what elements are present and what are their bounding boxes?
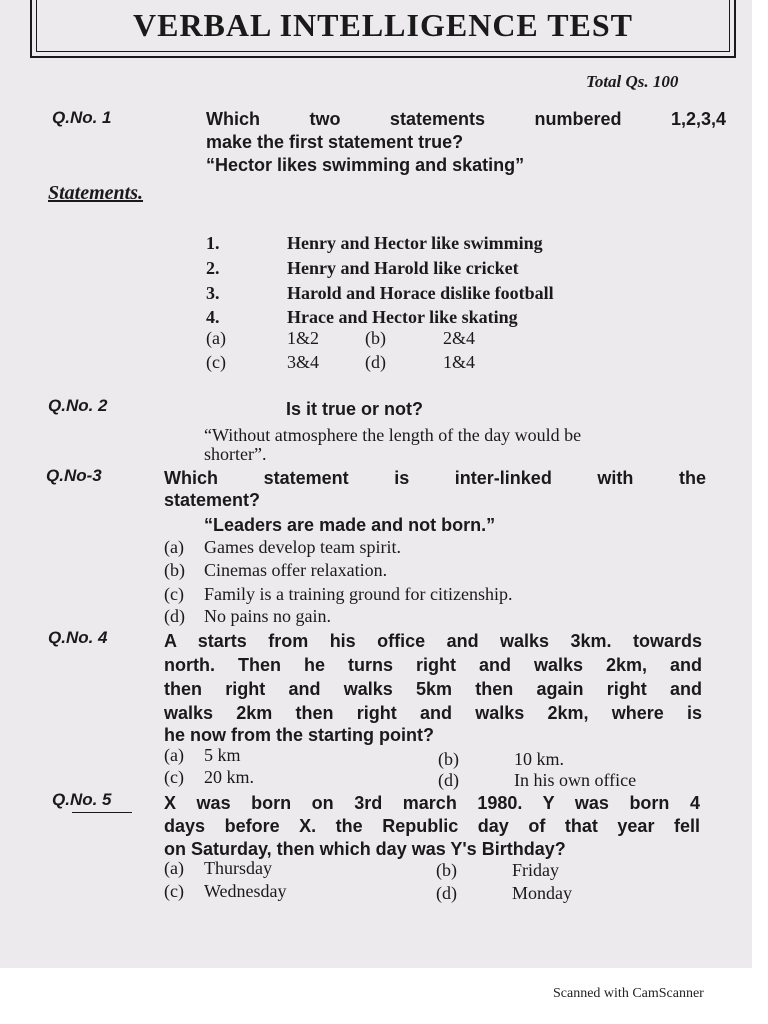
q3-option-text: Games develop team spirit. [204, 537, 401, 557]
q5-option-label: (d) [436, 883, 457, 903]
q1-statement-number: 1. [206, 233, 220, 253]
page-title: VERBAL INTELLIGENCE TEST [132, 7, 634, 43]
q3-option-text: Cinemas offer relaxation. [204, 560, 388, 580]
q5-number: Q.No. 5 [52, 790, 112, 809]
q4-line-3: then right and walks 5km then again right and [164, 679, 702, 699]
q4-option-text: 5 km [204, 745, 241, 765]
q4-option-text: 20 km. [204, 767, 255, 787]
q1-option-label: (a) [206, 328, 226, 348]
q1-option-value: 1&2 [287, 328, 320, 348]
q5-option-label: (c) [164, 881, 184, 901]
q5-line-2: days before X. the Republic day of that year fell [164, 816, 700, 836]
q3-quote: “Leaders are made and not born.” [204, 515, 496, 535]
q4-option-text: In his own office [514, 770, 637, 790]
q3-option-label: (b) [164, 560, 185, 580]
q1-statement-number: 2. [206, 258, 220, 278]
q4-line-1: A starts from his office and walks 3km. towards [164, 631, 702, 651]
q4-option-text: 10 km. [514, 749, 565, 769]
q4-option-label: (d) [438, 770, 459, 790]
q3-line-2: statement? [164, 490, 261, 510]
q3-number: Q.No-3 [46, 466, 102, 485]
q1-statement-number: 3. [206, 283, 220, 303]
scanner-watermark: Scanned with CamScanner [553, 986, 704, 1001]
q4-line-5: he now from the starting point? [164, 725, 434, 745]
total-questions: Total Qs. 100 [586, 72, 679, 91]
q1-option-label: (b) [365, 328, 386, 348]
q5-option-text: Wednesday [204, 881, 287, 901]
q1-option-value: 1&4 [443, 352, 476, 372]
q5-number-underline [72, 812, 132, 813]
q1-option-label: (c) [206, 352, 226, 372]
q1-statement: Henry and Harold like cricket [287, 258, 519, 278]
q3-option-text: Family is a training ground for citizenship. [204, 584, 513, 604]
title-frame [30, 0, 736, 58]
q1-statement: Harold and Horace dislike football [287, 283, 554, 303]
q1-statement: Henry and Hector like swimming [287, 233, 543, 253]
q3-option-label: (a) [164, 537, 184, 557]
q4-option-label: (c) [164, 767, 184, 787]
q4-option-label: (a) [164, 745, 184, 765]
q2-line-2: shorter”. [204, 444, 267, 464]
q1-option-label: (d) [365, 352, 386, 372]
q2-line-1: “Without atmosphere the length of the day would be [204, 425, 582, 445]
q3-option-label: (d) [164, 606, 185, 626]
q5-option-label: (a) [164, 858, 184, 878]
q5-option-label: (b) [436, 860, 457, 880]
q1-number: Q.No. 1 [52, 108, 112, 127]
statements-heading: Statements. [48, 182, 144, 204]
q4-number: Q.No. 4 [48, 628, 108, 647]
q4-line-2: north. Then he turns right and walks 2km, and [164, 655, 702, 675]
q1-statement: Hrace and Hector like skating [287, 307, 518, 327]
q4-line-4: walks 2km then right and walks 2km, where is [164, 703, 702, 723]
q1-line-2: make the first statement true? [206, 132, 464, 152]
q2-number: Q.No. 2 [48, 396, 108, 415]
q5-line-3: on Saturday, then which day was Y's Birthday? [164, 839, 566, 859]
q1-option-value: 3&4 [287, 352, 320, 372]
q5-option-text: Thursday [204, 858, 272, 878]
q1-statement-number: 4. [206, 307, 220, 327]
q3-option-label: (c) [164, 584, 184, 604]
q5-option-text: Monday [512, 883, 572, 903]
q2-prompt: Is it true or not? [286, 399, 423, 419]
q5-option-text: Friday [512, 860, 559, 880]
q4-option-label: (b) [438, 749, 459, 769]
q5-line-1: X was born on 3rd march 1980. Y was born 4 [164, 793, 700, 813]
q3-option-text: No pains no gain. [204, 606, 331, 626]
title-inner-frame [36, 0, 730, 52]
q3-line-1: Which statement is inter-linked with the [164, 468, 706, 488]
q1-option-value: 2&4 [443, 328, 476, 348]
q1-quote: “Hector likes swimming and skating” [206, 155, 525, 175]
q1-line-1: Which two statements numbered 1,2,3,4 [206, 109, 726, 129]
